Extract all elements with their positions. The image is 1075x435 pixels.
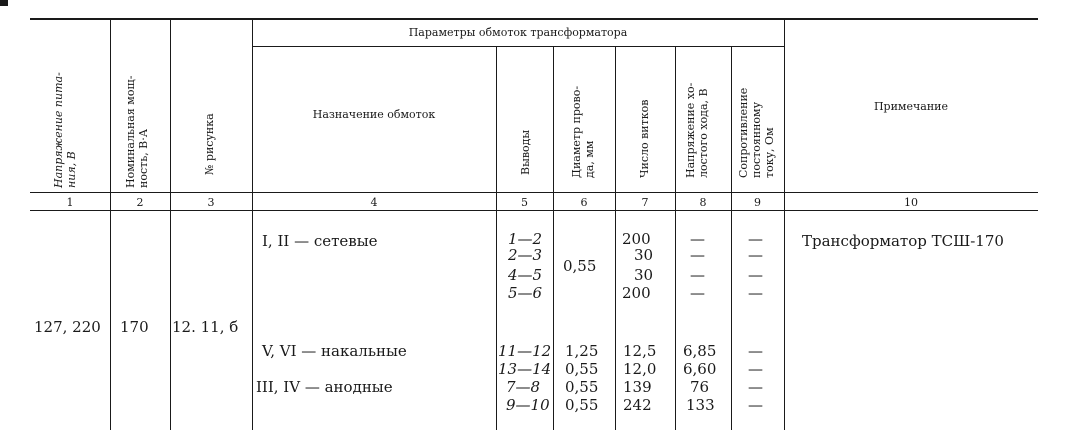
cell-terminals: 9—10	[506, 396, 550, 414]
col-number-7: 7	[641, 196, 649, 209]
cell-terminals: 5—6	[508, 284, 543, 302]
cell-open-voltage: 6,60	[683, 360, 717, 378]
cell-open-voltage: 133	[686, 396, 715, 414]
col-number-4: 4	[370, 196, 378, 209]
cell-turns: 200	[622, 230, 651, 248]
col-sep-4	[496, 46, 497, 430]
header-turns: Число витков	[638, 99, 651, 178]
cell-open-voltage: —	[690, 284, 705, 302]
cell-open-voltage: —	[690, 230, 705, 248]
col-number-9: 9	[754, 196, 761, 209]
cell-resistance: —	[748, 396, 763, 414]
col-sep-3	[252, 20, 253, 430]
cell-turns: 200	[622, 284, 651, 302]
header-bottom-rule	[30, 192, 1038, 193]
cell-turns: 30	[634, 246, 654, 264]
group-header-rule	[252, 46, 784, 47]
cell-turns: 242	[623, 396, 652, 414]
header-diameter: Диаметр прово- да, мм	[570, 85, 596, 178]
header-power: Номинальная мощ- ность, В·А	[124, 75, 150, 188]
cell-resistance: —	[748, 378, 763, 396]
header-resistance: Сопротивление постоянному току, Ом	[737, 87, 776, 178]
col-number-3: 3	[207, 196, 215, 209]
col-sep-7	[675, 46, 676, 430]
cell-resistance: —	[748, 360, 763, 378]
cell-terminals: 13—14	[498, 360, 552, 378]
cell-resistance: —	[748, 246, 763, 264]
cell-turns: 12,5	[623, 342, 657, 360]
col-sep-2	[170, 20, 171, 430]
col-sep-6	[615, 46, 616, 430]
col-sep-1	[110, 20, 111, 430]
scan-mark	[0, 0, 8, 6]
col-number-10: 10	[904, 196, 918, 209]
numbers-bottom-rule	[30, 210, 1038, 211]
col-number-6: 6	[580, 196, 588, 209]
cell-terminals: 2—3	[508, 246, 543, 264]
cell-diameter: 1,25	[565, 342, 599, 360]
cell-turns: 12,0	[623, 360, 657, 378]
cell-diameter-mains: 0,55	[563, 257, 597, 275]
cell-terminals: 11—12	[498, 342, 552, 360]
cell-diameter: 0,55	[565, 378, 599, 396]
group-header: Параметры обмоток трансформатора	[408, 26, 628, 39]
cell-purpose-heater: V, VI — накальные	[262, 342, 407, 360]
cell-diameter: 0,55	[565, 396, 599, 414]
col-number-8: 8	[699, 196, 707, 209]
cell-resistance: —	[748, 230, 763, 248]
header-note: Примечание	[873, 100, 949, 113]
cell-resistance: —	[748, 342, 763, 360]
cell-purpose-anode: III, IV — анодные	[256, 378, 393, 396]
cell-diameter: 0,55	[565, 360, 599, 378]
cell-purpose-mains: I, II — сетевые	[262, 232, 378, 250]
cell-terminals: 1—2	[508, 230, 543, 248]
cell-terminals: 4—5	[508, 266, 543, 284]
cell-figure: 12. 11, б	[172, 318, 239, 336]
cell-voltage: 127, 220	[34, 318, 101, 336]
col-sep-9	[784, 20, 785, 430]
table-top-rule	[30, 18, 1038, 20]
header-voltage: Напряжение пита- ния, В	[52, 72, 78, 188]
col-number-1: 1	[66, 196, 74, 209]
header-open-voltage: Напряжение хо- лостого хода, В	[684, 82, 710, 178]
cell-open-voltage: 76	[690, 378, 710, 396]
col-sep-8	[731, 46, 732, 430]
header-terminals: Выводы	[519, 129, 532, 175]
header-figure: № рисунка	[203, 113, 216, 175]
col-number-5: 5	[521, 196, 528, 209]
header-purpose: Назначение обмоток	[312, 108, 436, 121]
cell-note: Трансформатор ТСШ-170	[802, 232, 1004, 250]
cell-terminals: 7—8	[506, 378, 541, 396]
cell-power: 170	[120, 318, 149, 336]
col-sep-5	[553, 46, 554, 430]
cell-open-voltage: 6,85	[683, 342, 717, 360]
cell-resistance: —	[748, 266, 763, 284]
cell-open-voltage: —	[690, 266, 705, 284]
cell-turns: 139	[623, 378, 652, 396]
cell-resistance: —	[748, 284, 763, 302]
col-number-2: 2	[136, 196, 144, 209]
cell-open-voltage: —	[690, 246, 705, 264]
cell-turns: 30	[634, 266, 654, 284]
